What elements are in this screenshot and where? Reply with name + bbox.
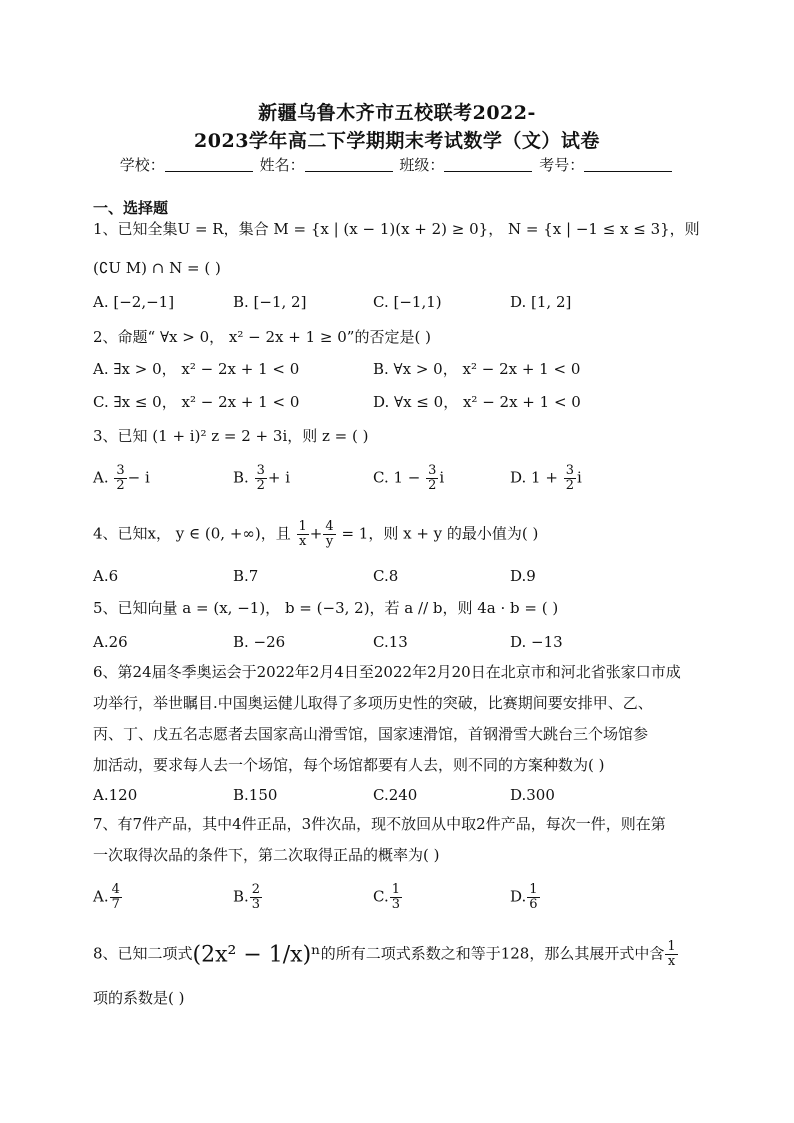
q2-option-c: C. ∃x ≤ 0， x² − 2x + 1 < 0 (93, 393, 300, 411)
q4-option-d: D.9 (510, 567, 536, 585)
q7-d-fraction (527, 883, 539, 912)
q3-b-num: 3 (256, 463, 265, 478)
q7-d-label: D. (510, 887, 527, 906)
q4-stem-b: = 1，则 x + y 的最小值为( ) (341, 524, 539, 543)
q3-c-num: 3 (428, 463, 437, 478)
q2-stem: 2、命题“ ∀x > 0， x² − 2x + 1 ≥ 0”的否定是( ) (93, 328, 431, 346)
school-label: 学校： (119, 156, 165, 174)
q7-c-fraction (390, 883, 402, 912)
id-label: 考号： (539, 156, 585, 174)
q7-c-num: 1 (391, 882, 400, 897)
q1-option-b: B. [−1, 2] (233, 293, 307, 311)
q1-stem: 1、已知全集U = R，集合 M = {x | (x − 1)(x + 2) ≥ 0}， N = {x | −1 ≤ x ≤ 3}，则 (93, 220, 700, 238)
q3-b-tail: + i (267, 468, 290, 487)
q3-b-den: 2 (256, 478, 265, 493)
q3-a-label: A. (93, 468, 109, 487)
q4-plus: + (309, 524, 323, 543)
q4-option-c: C.8 (373, 567, 399, 585)
q5-option-c: C.13 (373, 633, 408, 651)
q6-stem-line1: 6、第24届冬季奥运会于2022年2月4日至2022年2月20日在北京市和河北省张家口市成 (93, 663, 681, 681)
q3-d-fraction (564, 464, 576, 493)
q8-stem-b: 的所有二项式系数之和等于128，那么其展开式中含 (320, 944, 665, 963)
q5-option-a: A.26 (93, 633, 128, 651)
school-blank (165, 157, 253, 172)
q5-stem: 5、已知向量 a = (x, −1)， b = (−3, 2)，若 a // b，则 4a · b = ( ) (93, 599, 559, 617)
q7-a-fraction (110, 883, 122, 912)
q3-d-num: 3 (565, 463, 574, 478)
q3-option-a (93, 464, 150, 493)
name-blank (305, 157, 393, 172)
q6-stem-line3: 丙、丁、戊五名志愿者去国家高山滑雪馆，国家速滑馆，首钢滑雪大跳台三个场馆参 (93, 725, 649, 743)
q3-b-label: B. (233, 468, 249, 487)
q3-d-label: D. 1 + (510, 468, 558, 487)
q3-stem: 3、已知 (1 + i)² z = 2 + 3i，则 z = ( ) (93, 427, 369, 445)
q7-b-num: 2 (251, 882, 261, 897)
q3-c-label: C. 1 − (373, 468, 421, 487)
q6-stem-line4: 加活动，要求每人去一个场馆，每个场馆都要有人去，则不同的方案种数为( ) (93, 756, 605, 774)
q4-f2-num: 4 (325, 519, 334, 534)
name-label: 姓名： (259, 156, 305, 174)
q4-f1-num: 1 (298, 519, 307, 534)
q3-c-tail: i (439, 468, 445, 487)
q3-a-num: 3 (116, 463, 125, 478)
q8-fraction (665, 940, 677, 969)
q6-option-a: A.120 (93, 786, 138, 804)
q7-option-a (93, 883, 123, 912)
q3-c-fraction (426, 464, 438, 493)
q7-b-fraction (250, 883, 262, 912)
q3-option-c (373, 464, 444, 493)
q4-fraction-2 (323, 520, 335, 549)
q7-c-label: C. (373, 887, 389, 906)
q6-stem-line2: 功举行，举世瞩目.中国奥运健儿取得了多项历史性的突破，比赛期间要安排甲、乙、 (93, 694, 653, 712)
q8-f-num: 1 (667, 939, 676, 954)
exam-title-line2: 2023学年高二下学期期末考试数学（文）试卷 (194, 130, 600, 152)
q8-stem-cont: 项的系数是( ) (93, 989, 185, 1007)
q3-option-d (510, 464, 582, 493)
q7-d-den: 6 (529, 897, 538, 912)
q2-option-b: B. ∀x > 0， x² − 2x + 1 < 0 (373, 360, 581, 378)
q4-option-b: B.7 (233, 567, 259, 585)
q1-option-d: D. [1, 2] (510, 293, 572, 311)
class-label: 班级： (399, 156, 445, 174)
q4-stem (93, 520, 538, 549)
q7-stem-line1: 7、有7件产品，其中4件正品，3件次品，现不放回从中取2件产品，每次一件，则在第 (93, 815, 666, 833)
q1-option-c: C. [−1,1) (373, 293, 442, 311)
q2-option-d: D. ∀x ≤ 0， x² − 2x + 1 < 0 (373, 393, 581, 411)
q3-a-tail: − i (127, 468, 150, 487)
q4-f1-den: x (298, 534, 307, 549)
q6-option-d: D.300 (510, 786, 555, 804)
q3-d-tail: i (576, 468, 582, 487)
q1-option-a: A. [−2,−1] (93, 293, 175, 311)
q7-d-num: 1 (529, 882, 538, 897)
q8-stem-a: 8、已知二项式 (93, 944, 193, 963)
q2-option-a: A. ∃x > 0， x² − 2x + 1 < 0 (93, 360, 300, 378)
q8-f-den: x (667, 954, 676, 969)
q7-c-den: 3 (391, 897, 400, 912)
q7-option-b (233, 883, 263, 912)
q1-stem-cont: (∁U M) ∩ N = ( ) (93, 259, 221, 277)
q4-stem-a: 4、已知x， y ∈ (0, +∞)，且 (93, 524, 291, 543)
q7-option-c (373, 883, 403, 912)
q3-b-fraction (255, 464, 267, 493)
q5-option-b: B. −26 (233, 633, 286, 651)
section-heading: 一、选择题 (93, 199, 169, 217)
q6-option-c: C.240 (373, 786, 418, 804)
q7-stem-line2: 一次取得次品的条件下，第二次取得正品的概率为( ) (93, 846, 440, 864)
q3-a-den: 2 (116, 478, 125, 493)
q4-fraction-1 (297, 520, 309, 549)
q7-a-num: 4 (111, 882, 120, 897)
q7-b-den: 3 (251, 897, 261, 912)
q7-option-d (510, 883, 541, 912)
q3-a-fraction (114, 464, 126, 493)
exam-title-line1: 新疆乌鲁木齐市五校联考2022- (258, 102, 536, 124)
q4-f2-den: y (325, 534, 334, 549)
q3-d-den: 2 (565, 478, 574, 493)
class-blank (444, 157, 532, 172)
q3-option-b (233, 464, 290, 493)
student-info-row (0, 154, 794, 175)
q8-binomial-expression: (2x² − 1/x)ⁿ (192, 942, 321, 968)
id-blank (584, 157, 672, 172)
q3-c-den: 2 (428, 478, 437, 493)
q6-option-b: B.150 (233, 786, 278, 804)
q7-a-den: 7 (111, 897, 120, 912)
q4-option-a: A.6 (93, 567, 119, 585)
q7-b-label: B. (233, 887, 249, 906)
q7-a-label: A. (93, 887, 109, 906)
q8-stem (93, 940, 679, 969)
q5-option-d: D. −13 (510, 633, 563, 651)
